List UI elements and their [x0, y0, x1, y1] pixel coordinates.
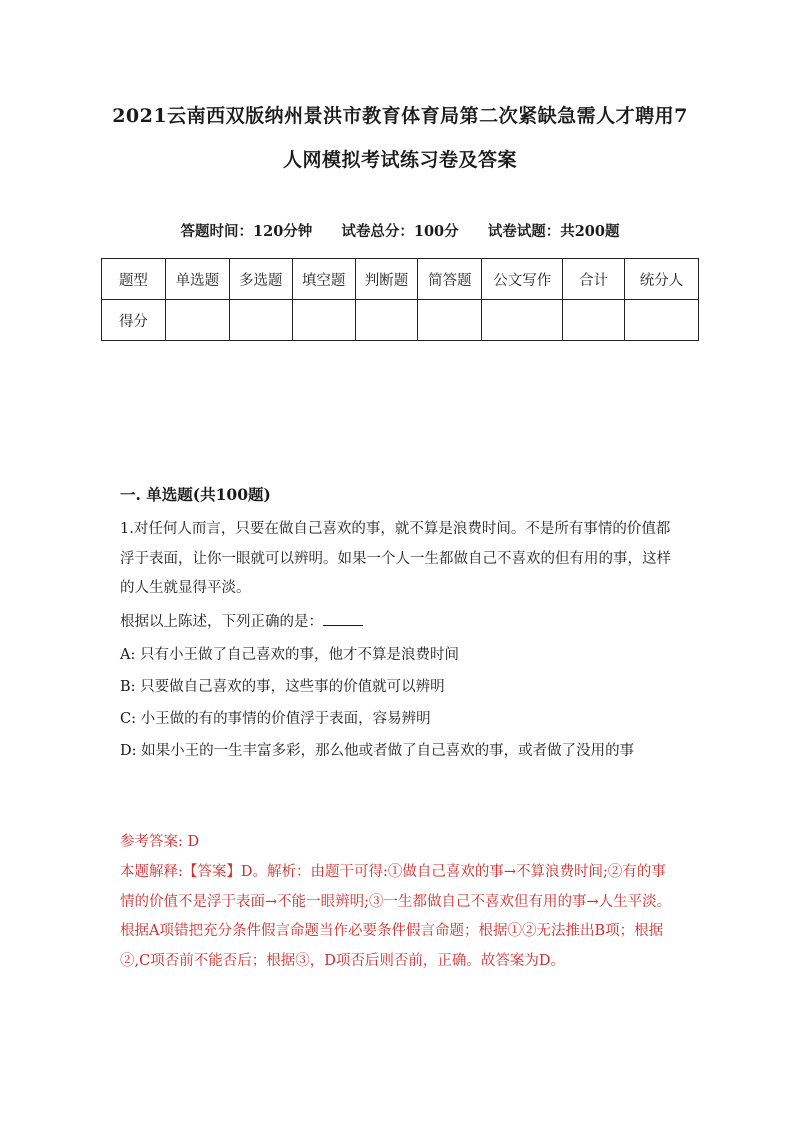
- score-cell: [625, 300, 699, 341]
- score-row-label: 得分: [102, 300, 166, 341]
- reference-answer: 参考答案: D: [120, 834, 200, 850]
- option-b: B: 只要做自己喜欢的事，这些事的价值就可以辨明: [120, 679, 445, 695]
- score-header-cell: 简答题: [418, 259, 482, 300]
- question-prompt-text: 根据以上陈述，下列正确的是：: [120, 614, 323, 630]
- option-c: C: 小王做的有的事情的价值浮于表面，容易辨明: [120, 711, 431, 727]
- score-header-cell: 统分人: [625, 259, 699, 300]
- score-header-cell: 公文写作: [482, 259, 563, 300]
- score-cell: [563, 300, 625, 341]
- document-title-line-2: 人网模拟考试练习卷及答案: [282, 149, 517, 171]
- exam-total-score: 试卷总分：100分: [341, 223, 459, 240]
- question-text: 1.对任何人而言，只要在做自己喜欢的事，就不算是浪费时间。不是所有事情的价值都浮于表面，让你一眼就可以辨明。如果一个人一生都做自己不喜欢的但有用的事，这样的人生就显得平淡。: [120, 521, 671, 596]
- document-title-line-1: 2021云南西双版纳州景洪市教育体育局第二次紧缺急需人才聘用7: [112, 105, 688, 127]
- score-table-row: [102, 300, 699, 341]
- score-header-cell: 题型: [102, 259, 166, 300]
- score-cell: [165, 300, 229, 341]
- option-a: A: 只有小王做了自己喜欢的事，他才不算是浪费时间: [120, 647, 459, 663]
- score-table: [101, 258, 699, 341]
- answer-analysis: 本题解释:【答案】D。解析：由题干可得:①做自己喜欢的事→不算浪费时间;②有的事情的价值不是浮于表面→不能一眼辨明;③一生都做自己不喜欢但有用的事→人生平淡。根据A项错把充分条件假言命题当作必要条件假言命题；根据①②无法推出B项；根据②,C项否前不能否后；根据③，D项否后则否前，正确。故答案为D。: [120, 864, 672, 969]
- score-cell: [229, 300, 292, 341]
- exam-question-count: 试卷试题：共200题: [487, 223, 620, 240]
- option-d: D: 如果小王的一生丰富多彩，那么他或者做了自己喜欢的事，或者做了没用的事: [120, 743, 635, 759]
- score-header-cell: 单选题: [165, 259, 229, 300]
- score-header-cell: 填空题: [292, 259, 355, 300]
- exam-meta: [100, 220, 700, 241]
- answer-blank: [323, 611, 363, 626]
- score-table-header-row: [102, 259, 699, 300]
- score-header-cell: 多选题: [229, 259, 292, 300]
- score-cell: [418, 300, 482, 341]
- score-header-cell: 合计: [563, 259, 625, 300]
- score-cell: [292, 300, 355, 341]
- score-header-cell: 判断题: [355, 259, 418, 300]
- score-cell: [482, 300, 563, 341]
- section-title: 一. 单选题(共100题): [120, 485, 271, 504]
- exam-time: 答题时间：120分钟: [180, 223, 313, 240]
- question-prompt: [120, 608, 680, 638]
- score-cell: [355, 300, 418, 341]
